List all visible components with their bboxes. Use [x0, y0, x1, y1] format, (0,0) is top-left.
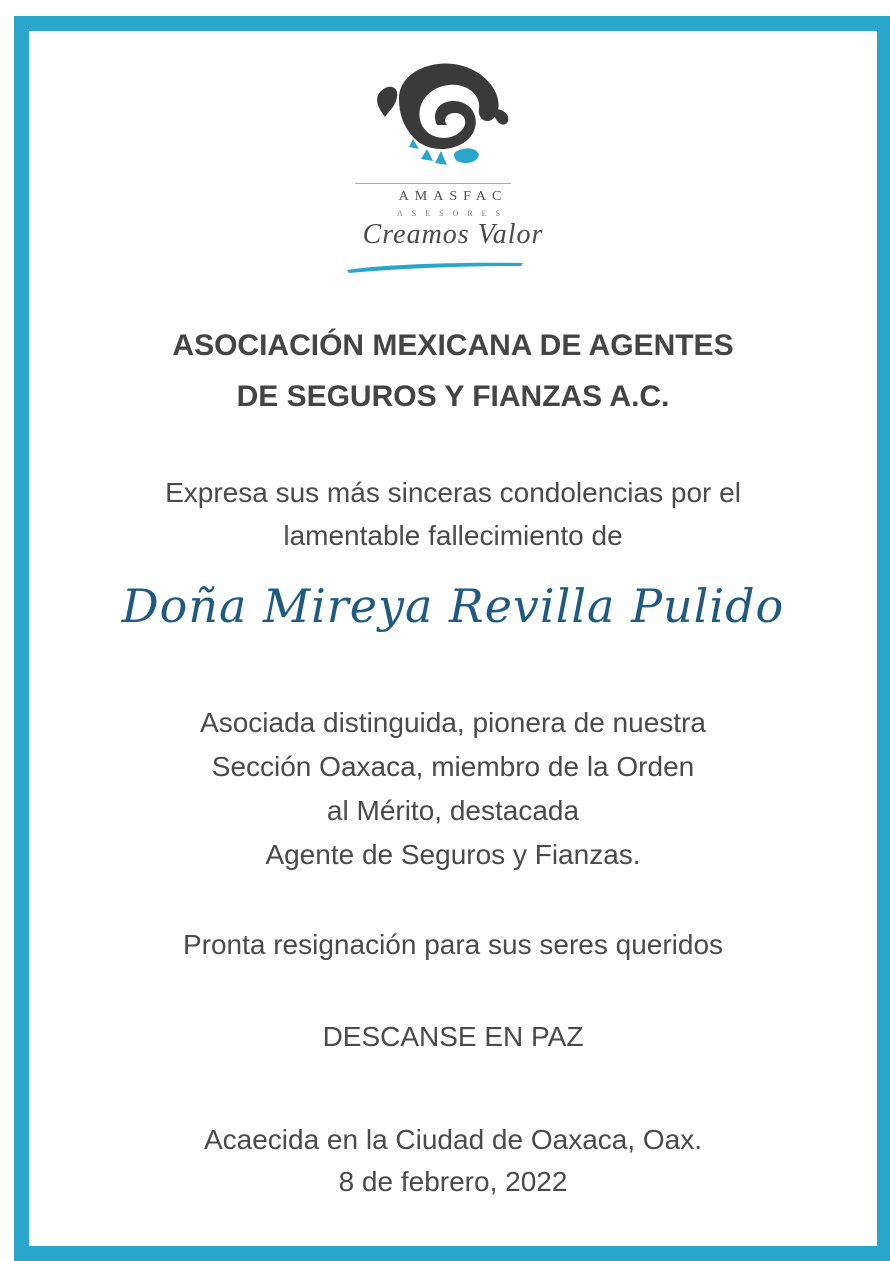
deceased-name: Doña Mireya Revilla Pulido — [121, 579, 785, 633]
rest-in-peace: DESCANSE EN PAZ — [322, 1021, 584, 1052]
desc-line-3: al Mérito, destacada — [326, 795, 580, 826]
deceased-description — [29, 701, 877, 877]
intro-line-2: lamentable fallecimiento de — [283, 520, 623, 551]
association-title — [29, 320, 877, 422]
logo-brand: AMASFAC — [398, 189, 508, 204]
date-line: 8 de febrero, 2022 — [338, 1166, 568, 1197]
logo-sub: ASESORES — [396, 209, 509, 218]
amasfac-logo — [29, 51, 877, 271]
brush-stroke-icon — [345, 260, 525, 274]
desc-line-1: Asociada distinguida, pionera de nuestra — [200, 707, 706, 738]
intro-line-1: Expresa sus más sinceras condolencias por el — [165, 477, 741, 508]
place-line: Acaecida en la Ciudad de Oaxaca, Oax. — [203, 1124, 703, 1155]
title-line-2: DE SEGUROS Y FIANZAS A.C. — [236, 380, 670, 413]
logo-slogan: Creamos Valor — [362, 219, 544, 250]
desc-line-2: Sección Oaxaca, miembro de la Orden — [211, 751, 695, 782]
logo-rule — [355, 183, 511, 184]
desc-line-4: Agente de Seguros y Fianzas. — [265, 839, 641, 870]
place-and-date — [29, 1119, 877, 1203]
condolence-intro — [29, 471, 877, 557]
spiral-logo-icon — [339, 51, 529, 176]
condolence-frame — [14, 16, 890, 1261]
resignation-wish: Pronta resignación para sus seres queridos — [182, 929, 724, 960]
title-line-1: ASOCIACIÓN MEXICANA DE AGENTES — [172, 329, 734, 362]
